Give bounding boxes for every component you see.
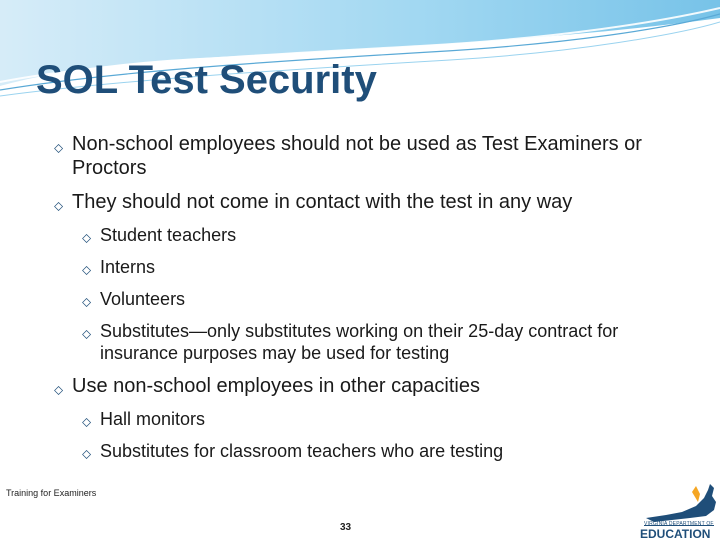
bullet-arrow-icon: ⬦ — [82, 327, 92, 342]
bullet-item — [54, 190, 694, 214]
bullet-text: They should not come in contact with the test in any way — [72, 191, 573, 213]
bullet-arrow-icon: ⬦ — [54, 141, 64, 156]
sub-bullet-item — [54, 320, 694, 364]
sub-bullet-text: Interns — [100, 257, 156, 277]
sub-bullet-item — [54, 288, 694, 310]
sub-bullet-item — [54, 440, 694, 462]
bullet-list — [54, 132, 694, 472]
footer-label: Training for Examiners — [6, 488, 97, 498]
logo-department-text: VIRGINIA DEPARTMENT OF — [644, 521, 714, 527]
bullet-arrow-icon: ⬦ — [82, 447, 92, 462]
sub-bullet-text: Hall monitors — [100, 409, 206, 429]
sub-bullet-text: Substitutes for classroom teachers who are testing — [100, 441, 504, 461]
bullet-item — [54, 374, 694, 398]
bullet-arrow-icon: ⬦ — [82, 295, 92, 310]
logo-education-text: EDUCATION — [640, 527, 711, 541]
bullet-text: Non-school employees should not be used as Test Examiners or Proctors — [72, 133, 642, 179]
sub-bullet-text: Substitutes—only substitutes working on their 25-day contract for insurance purposes may be used for testing — [100, 321, 619, 363]
bullet-text: Use non-school employees in other capacities — [72, 375, 480, 397]
bullet-arrow-icon: ⬦ — [82, 415, 92, 430]
sub-bullet-item — [54, 408, 694, 430]
bullet-arrow-icon: ⬦ — [54, 199, 64, 214]
page-number: 33 — [340, 522, 352, 533]
bullet-item — [54, 132, 694, 180]
sub-bullet-item — [54, 224, 694, 246]
slide-title: SOL Test Security — [36, 58, 377, 102]
sub-bullet-item — [54, 256, 694, 278]
bullet-arrow-icon: ⬦ — [82, 263, 92, 278]
bullet-arrow-icon: ⬦ — [54, 383, 64, 398]
bullet-arrow-icon: ⬦ — [82, 231, 92, 246]
sub-bullet-text: Volunteers — [100, 289, 186, 309]
sub-bullet-text: Student teachers — [100, 225, 237, 245]
